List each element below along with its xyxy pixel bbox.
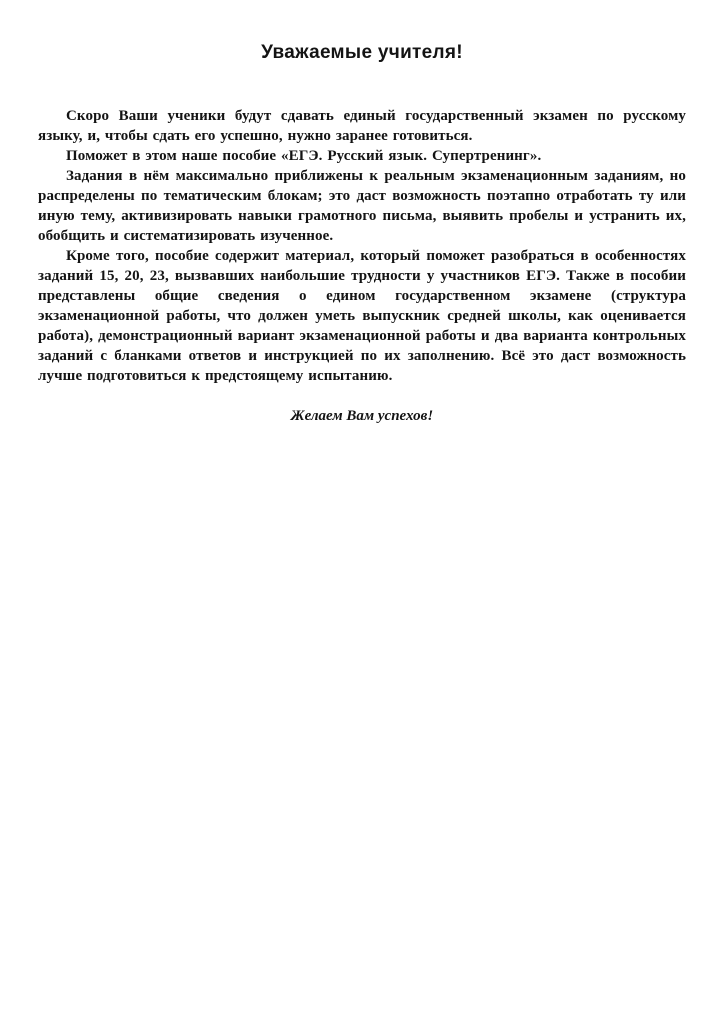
paragraph: Скоро Ваши ученики будут сдавать единый государственный экзамен по русскому языку, и, чтобы сдать его успешно, нужно заранее готовиться. (38, 108, 686, 144)
page-title: Уважаемые учителя! (261, 42, 463, 63)
page-content (38, 42, 686, 425)
paragraph: Поможет в этом наше пособие «ЕГЭ. Русский язык. Супертренинг». (66, 148, 542, 164)
paragraph: Кроме того, пособие содержит материал, который поможет разобраться в особенностях заданий 15, 20, 23, вызвавших наибольшие трудности у участников ЕГЭ. Также в пособии представлены общие сведения о едином государственном экзамене (структура экзаменационной работы, что должен уметь выпускник средней школы, как оценивается работа), демонстрационный вариант экзаменационной работы и два варианта контрольных заданий с бланками ответов и инструкцией по их заполнению. Всё это даст возможность лучше подготовиться к предстоящему испытанию. (38, 248, 686, 384)
closing-wish: Желаем Вам успехов! (290, 408, 434, 424)
body-text (38, 106, 686, 386)
paragraph: Задания в нём максимально приближены к реальным экзаменационным заданиям, но распределены по тематическим блокам; это даст возможность поэтапно отработать ту или иную тему, активизировать навыки грамотного письма, выявить пробелы и устранить их, обобщить и систематизировать изученное. (38, 168, 686, 244)
